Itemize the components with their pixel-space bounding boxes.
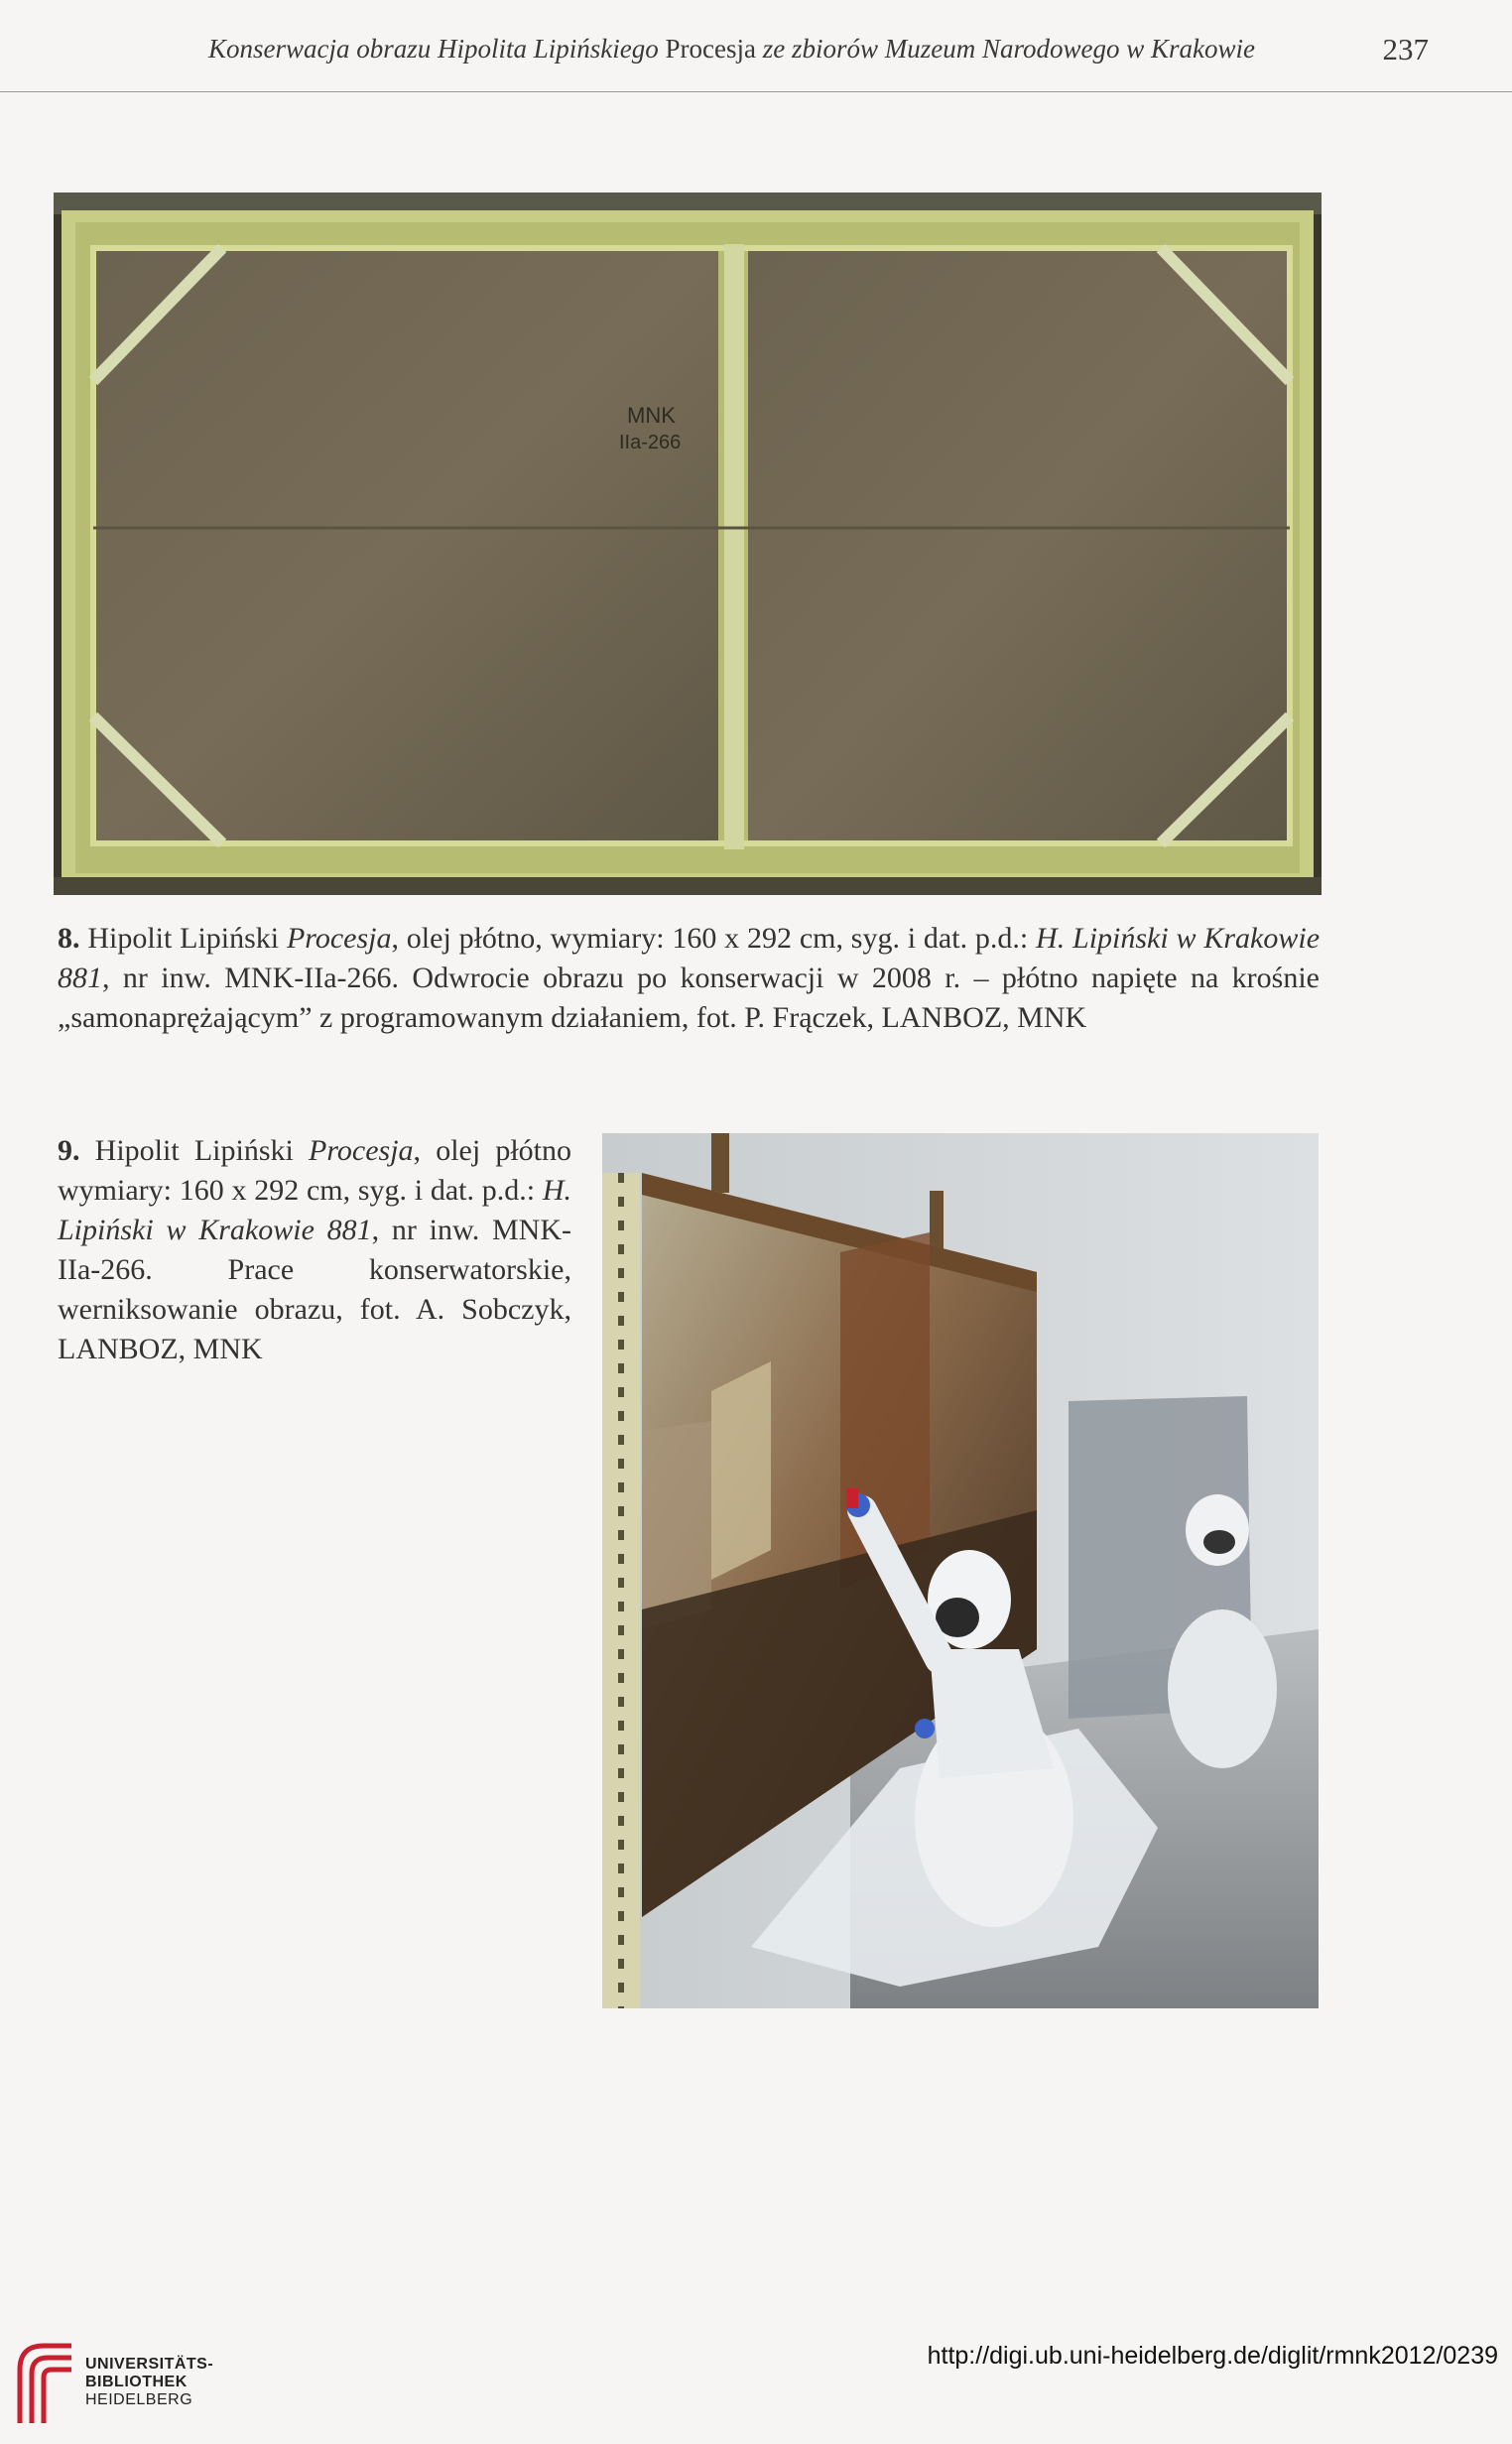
header-divider [0,91,1512,92]
caption-text: , olej płótno wymiary: 160 x 292 cm, syg. i dat. p.d.: [58,1134,572,1207]
caption-text: , nr inw. MNK-IIa-266. Prace konserwatorskie, werniksowanie obrazu, fot. A. Sobczyk, LANBOZ, MNK [58,1214,571,1365]
source-url[interactable]: http://digi.ub.uni-heidelberg.de/diglit/rmnk2012/0239 [927,2342,1498,2370]
caption-signature: H. Lipiński w Krakowie 881 [58,1174,571,1246]
library-logo-icon [14,2340,77,2425]
running-title-part: ze zbiorów Muzeum Narodowego w Krakowie [762,34,1256,64]
figure-8-caption [58,919,1320,1038]
caption-text: , nr inw. MNK-IIa-266. Odwrocie obrazu po konserwacji w 2008 r. – płótno napięte na krośnie „samonaprężającym” z programowanym działaniem, fot. P. Frączek, LANBOZ, MNK [58,962,1320,1034]
canvas-inscription: MNK [627,403,676,428]
running-title [208,34,1255,64]
varnishing-photo-illustration [602,1133,1319,2008]
caption-artwork-title: Procesja [286,922,392,955]
library-logo-text [85,2356,213,2409]
caption-signature: H. Lipiński w Krakowie 881 [58,922,1321,994]
canvas-inscription: IIa-266 [619,432,682,453]
caption-artwork-title: Procesja [309,1134,414,1167]
page-number: 237 [1382,32,1429,66]
figure-8-image [54,193,1322,895]
running-title-part: Konserwacja obrazu Hipolita Lipińskiego [208,34,659,64]
logo-line: HEIDELBERG [85,2391,193,2408]
figure-9-image [602,1133,1319,2008]
canvas-back-illustration [54,193,1322,895]
running-head [149,34,1429,73]
caption-text: , olej płótno, wymiary: 160 x 292 cm, syg. i dat. p.d.: [391,922,1037,955]
caption-text: Hipolit Lipiński [79,1134,309,1167]
logo-line: UNIVERSITÄTS- [85,2356,214,2373]
library-logo [14,2340,232,2429]
caption-number: 9. [58,1134,80,1167]
running-title-part: Procesja [658,34,763,64]
caption-text: Hipolit Lipiński [79,922,287,955]
logo-line: BIBLIOTHEK [85,2374,188,2390]
figure-9-caption [58,1131,571,1369]
caption-number: 8. [58,922,80,955]
